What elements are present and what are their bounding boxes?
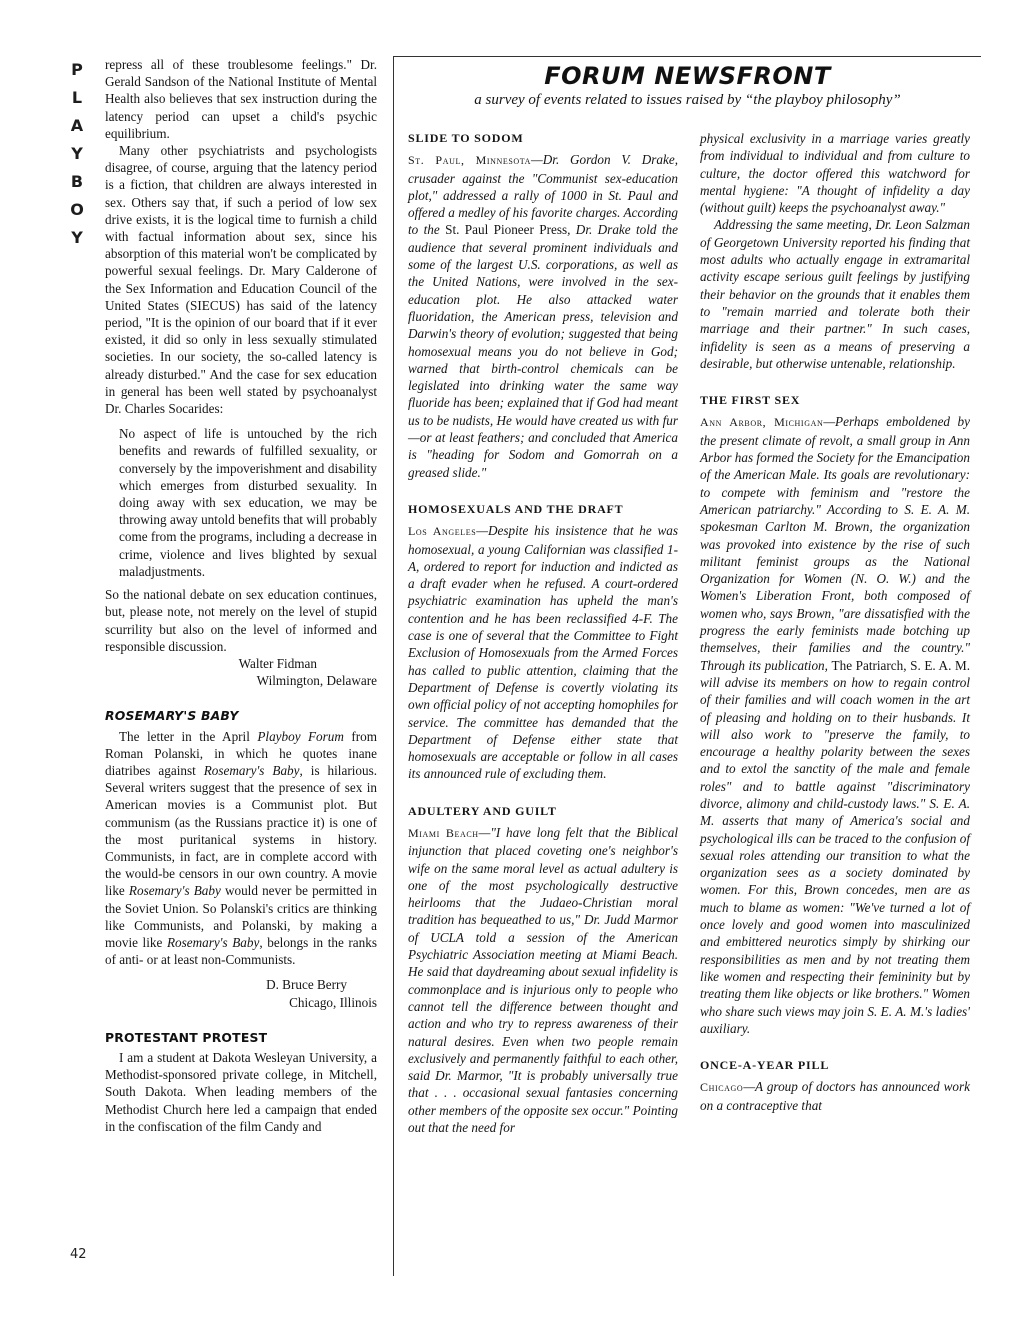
news-heading: HOMOSEXUALS AND THE DRAFT [408, 501, 624, 516]
news-item [408, 824, 678, 1136]
text-run: , is hilarious. Several writers suggest that the presence of sex in American movies is a Communist plot. But communism (as the Russians practice it) is one of the most puritanical systems in history. Communists, in fact, are in complete accord with the would-be censors in our own country. A movie like [105, 762, 377, 899]
news-heading: SLIDE TO SODOM [408, 131, 524, 145]
text-run: The letter in the April [119, 728, 258, 744]
magazine-name-vertical [62, 56, 92, 252]
text-run: —Perhaps emboldened by the present climate of revolt, a small group in Ann Arbor has formed the Society for the Emancipation of the American Male. Its goals are revolutionary: to compete with feminism and "restore the American patriarchy." According to S. E. A. M. spokesman Carlton M. Brown, the organization was provoked into existence by the rise of such militant feminist groups as the National Organization for Women (N. O. W.) and the Women's Liberation Front, both composed of women who, says Brown, "are dissatisfied with the progress the early feminists made botching up themselves, their families and the country." Through its publication, [700, 414, 970, 673]
news-heading: THE FIRST SEX [700, 393, 801, 408]
text-run: —A group of doctors has announced work on a contraceptive that [700, 1079, 970, 1113]
italic-run: Rosemary's Baby [203, 762, 300, 778]
paragraph: So the national debate on sex education continues, but, please note, not merely on the level of stupid scurrility but also on the level of informed and responsible discussion. [105, 587, 377, 654]
signature-name: Walter Fidman [238, 655, 317, 671]
dateline: Chicago [700, 1080, 744, 1095]
magazine-letter: B [70, 172, 84, 191]
news-item [408, 151, 678, 481]
italic-run: Rosemary's Baby [166, 934, 260, 950]
text-run: from Roman Polanski, in which he quotes inane diatribes against [105, 728, 377, 778]
paragraph: physical exclusivity in a marriage varies greatly from individual to individual and from culture to culture, the doctor offered this watchword for mental hygiene: "A thought of infidelity a day (without guilt) keeps the psychoanalyst away." [700, 131, 970, 216]
signature-name: D. Bruce Berry [266, 977, 347, 993]
news-item [408, 522, 678, 782]
paragraph: Addressing the same meeting, Dr. Leon Salzman of Georgetown University reported his finding that most adults who actually engage in extramarital activity escape serious guilt feelings by justifying their behavior on the grounds that it enables them to "remain married and tolerate both their marriage and their partner." In such cases, infidelity is seen as a means of preserving a desirable, but otherwise untenable, relationship. [700, 217, 970, 371]
text-run: —"I have long felt that the Biblical injunction that placed coveting one's neighbor's wife on the same moral level as actual adultery is one of the most psychologically destructive heirlooms that the Judaeo-Christian moral tradition has bequeathed to us," Dr. Judd Marmor of UCLA told a session of the American Psychiatric Association meeting at Miami Beach. He said that daydreaming about sexual infidelity is commonplace and is injurious only to people who cannot tell the difference between thought and action and who try to repress awareness of their natural desires. Even when two people remain exclusively and permanently faithful to each other, said Dr. Marmor, "It is probably universally true that . . . occasional sexual fantasies concerning other members of the opposite sex occur." Pointing out that the need for [408, 824, 679, 1136]
dateline: Miami Beach [408, 825, 479, 840]
paragraph: I am a student at Dakota Wesleyan University, a Methodist-sponsored private college, in Mitchell, South Dakota. When leading members of the Methodist Church here led a campaign that ended in the confiscation of the film Candy and [105, 1049, 377, 1134]
dateline: Ann Arbor, Michigan [700, 415, 824, 430]
magazine-letter: P [71, 60, 83, 79]
paragraph [105, 728, 377, 969]
magazine-letter: L [71, 88, 83, 107]
text-run: would never be permitted in the Soviet Union. So Polanski's critics are thinking like Communists, and Polanski, by making a movie like [105, 883, 377, 950]
letter-heading: ROSEMARY'S BABY [105, 708, 239, 724]
letter-heading: PROTESTANT PROTEST [105, 1029, 268, 1045]
section-title: FORUM NEWSFRONT [544, 62, 831, 90]
signature-place: Wilmington, Delaware [256, 673, 377, 689]
letters-column [105, 56, 377, 1135]
text-run: —Despite his insistence that he was homosexual, a young Californian was classified 1-A, ordered to report for induction and indicted as a draft evader when he refused. A court-ordered psychiatric examination has upheld the man's contention and he has been reclassified 4-F. The case is one of several that the Committee to Fight Exclusion of Homosexuals from the Armed Forces has called to public attention, claiming that the Department of Defense is covertly violating its own official policy of not accepting homophiles for service. The committee has demanded that the Department of Defense either state that homosexuals are acceptable or follow in all cases its announced rule of excluding them. [408, 523, 678, 782]
magazine-letter: O [70, 200, 84, 219]
section-subtitle: a survey of events related to issues raised by “the playboy philosophy” [474, 92, 901, 108]
italic-run: Rosemary's Baby [128, 883, 221, 899]
news-item [700, 1078, 970, 1114]
signature-place: Chicago, Illinois [289, 994, 377, 1010]
newsfront-masthead [395, 62, 980, 109]
paragraph: Many other psychiatrists and psychologists disagree, of course, arguing that the latency period is a fiction, that children are always interested in sex. Others say that, if such a period of low sex drive exists, it is the logical time to furnish a child with factual information about sex, since his absorption of this material won't be complicated by powerful sexual feelings. Dr. Mary Calderone of the Sex Information and Education Council of the United States (SIECUS) has said of the latency period, "It is the opinion of our board that if it ever existed, it did so only in less sexually stimulated societies. In our society, the so-called latency is already disturbed." And the case for sex education in general has been well stated by psychoanalyst Dr. Charles Socarides: [105, 143, 377, 417]
news-heading: ONCE-A-YEAR PILL [700, 1058, 830, 1073]
masthead-rule [393, 56, 981, 57]
magazine-letter: Y [71, 228, 83, 247]
text-run: , belongs in the ranks of anti- or at least non-Communists. [105, 934, 377, 968]
page-number: 42 [70, 1247, 87, 1262]
dateline: Los Angeles [408, 524, 477, 539]
dateline: St. Paul, Minnesota [408, 153, 532, 168]
text-run: will advise its members on how to regain control of their families and will coach women in the art of pleasing and holding on to their husbands. It will also work to "preserve the family, to encourage a healthy polarity between the sexes and to extol the sanctity of the male and female roles" and to battle against "discriminatory divorce, alimony and child-custody laws." S. E. A. M. asserts that many of America's social and psychological ills can be traced to the confusion of sexual roles attending our transition to what the organization sees as a society dominated by women. For this, Brown concedes, men are as much to blame as women: "We've turned a lot of once lovely and good women into masculinized and embittered neurotics simply by shirking our responsibilities as men and by not treating them like women and respecting their femininity but by treating them like objects or like brothers." Women who share such views may join S. E. A. M.'s ladies' auxiliary. [700, 674, 970, 1036]
italic-run: Playboy Forum [257, 728, 344, 744]
magazine-letter: A [70, 116, 84, 135]
magazine-letter: Y [71, 144, 83, 163]
news-column-left [408, 130, 678, 1136]
text-run: —Dr. Gordon V. Drake, crusader against the "Communist sex-education plot," addressed a rally of 1000 in St. Paul and offered a medley of his favorite charges. According to the [408, 152, 678, 238]
news-column-right [700, 130, 970, 1114]
publication-name: St. Paul Pioneer Press [445, 222, 568, 238]
news-heading: ADULTERY AND GUILT [408, 803, 557, 818]
publication-name: The Patriarch, S. E. A. M. [831, 657, 970, 673]
text-run: , Dr. Drake told the audience that several prominent individuals and some of the largest U.S. corporations, as well as the United Nations, were involved in the sex-education plot. He also attacked water fluoridation, the American press, television and Darwin's theory of evolution; suggested that being homosexual means you do not believe in God; warned that birth-control chemicals can be legislated into drinking water the same way fluoride has been; explained that if God had meant us to be nudists, He would have created us with fur—or at least feathers; and concluded that America is "heading for Sodom and Gomorrah on a greased slide." [408, 222, 678, 480]
news-item [700, 413, 970, 1037]
paragraph: repress all of these troublesome feelings." Dr. Gerald Sandson of the National Institute of Mental Health also believes that sex instruction during the latency period can upset a child's psychic equilibrium. [105, 57, 377, 141]
column-divider [393, 56, 394, 1276]
block-quote: No aspect of life is untouched by the rich benefits and rewards of fulfilled sexuality, or conversely by the impoverishment and disability which emerges from disturbed sexuality. In doing away with sex education, we may be throwing away untold benefits that will probably come from the programs, including a decrease in crime, violence and lives blighted by sexual maladjustments. [119, 426, 377, 579]
